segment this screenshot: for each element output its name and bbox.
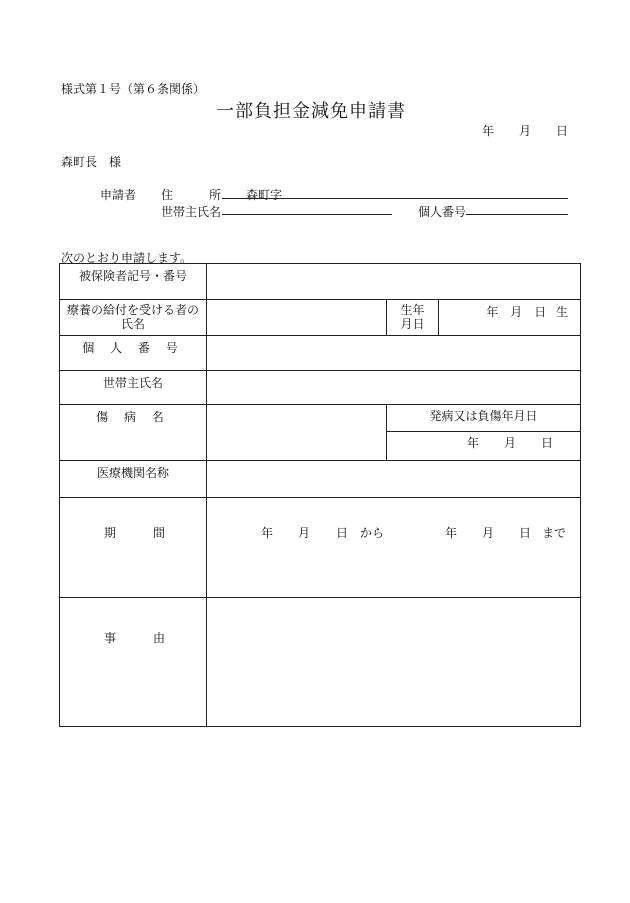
period-to-day: 日: [519, 526, 532, 540]
period-from-month: 月: [298, 526, 311, 540]
table-household-head-label: 世帯主氏名: [60, 371, 207, 405]
onset-month: 月: [504, 436, 517, 450]
reason-label-b: 由: [153, 631, 166, 645]
injury-label: 傷 病 名: [60, 405, 207, 461]
insured-number-label: 被保険者記号・番号: [60, 264, 207, 300]
period-label-cell: [60, 498, 207, 598]
intro-text: 次のとおり申請します。: [61, 251, 193, 265]
onset-year: 年: [467, 436, 480, 450]
insured-number-field[interactable]: [207, 264, 581, 300]
institution-field[interactable]: [207, 461, 581, 498]
personal-number-label: 個人番号: [418, 205, 467, 219]
household-head-label: 世帯主氏名: [161, 205, 222, 219]
table-household-head-field[interactable]: [207, 371, 581, 405]
address-label-b: 所: [209, 188, 222, 202]
row-injury: [60, 405, 581, 461]
application-table: [59, 263, 581, 727]
period-from-suffix: から: [360, 526, 385, 540]
table-personal-number-field[interactable]: [207, 336, 581, 371]
address-prefix: 森町字: [246, 188, 283, 202]
row-recipient: [60, 300, 581, 336]
period-field[interactable]: [207, 498, 581, 598]
birth-date-field[interactable]: [439, 300, 581, 336]
reason-field[interactable]: [207, 598, 581, 727]
page-title: 一部負担金減免申請書: [216, 101, 406, 122]
recipient-name-field[interactable]: [207, 300, 387, 336]
onset-date-field[interactable]: [387, 432, 580, 460]
period-from-day: 日: [336, 526, 349, 540]
onset-label: 発病又は負傷年月日: [429, 409, 538, 423]
reason-label-a: 事: [104, 631, 117, 645]
date-month-label: 月: [519, 124, 532, 138]
row-period: [60, 498, 581, 598]
date-day-label: 日: [556, 124, 569, 138]
applicant-label: 申請者: [100, 188, 137, 202]
form-number: 様式第１号（第６条関係）: [61, 82, 206, 96]
table-personal-number-label: 個 人 番 号: [60, 336, 207, 371]
reason-label-cell: [60, 598, 207, 727]
recipient-name-label: 療養の給付を受ける者の 氏名: [60, 300, 207, 336]
period-to-year: 年: [445, 526, 458, 540]
address-field[interactable]: [222, 198, 568, 199]
row-household-head: [60, 371, 581, 405]
row-personal-number: [60, 336, 581, 371]
period-label-a: 期: [104, 526, 117, 540]
institution-label: 医療機関名称: [60, 461, 207, 498]
onset-cell: [387, 405, 581, 461]
onset-day: 日: [541, 436, 554, 450]
period-to-month: 月: [482, 526, 495, 540]
row-institution: [60, 461, 581, 498]
period-to-suffix: まで: [542, 526, 567, 540]
period-label-b: 間: [153, 526, 166, 540]
birth-label: 生年 月日: [387, 300, 439, 336]
date-year-label: 年: [482, 124, 495, 138]
injury-field[interactable]: [207, 405, 387, 461]
period-from-year: 年: [261, 526, 274, 540]
addressee: 森町長 様: [61, 155, 122, 169]
address-label-a: 住: [161, 188, 174, 202]
row-insured-number: [60, 264, 581, 300]
household-head-field[interactable]: [222, 214, 392, 215]
personal-number-field[interactable]: [466, 214, 568, 215]
row-reason: [60, 598, 581, 727]
birth-date-text: 年 月 日 生: [486, 305, 569, 319]
